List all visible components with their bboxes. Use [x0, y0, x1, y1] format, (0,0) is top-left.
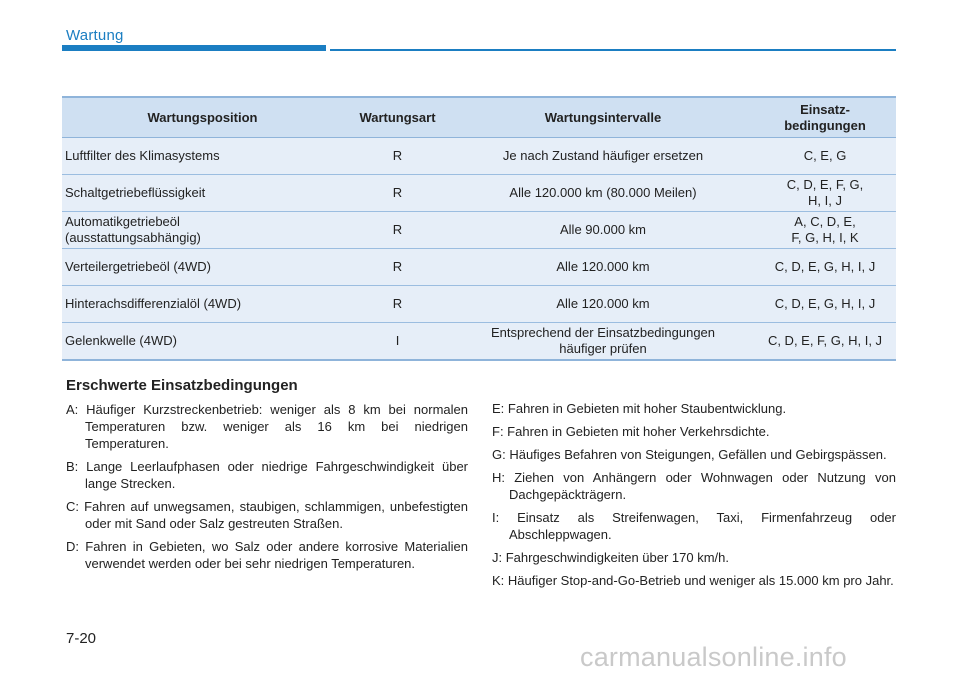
cell-interval: Je nach Zustand häufiger ersetzen: [452, 138, 754, 175]
cell-type: I: [343, 323, 452, 361]
cell-conditions: C, D, E, G, H, I, J: [754, 286, 896, 323]
column-header-position: Wartungsposition: [62, 97, 343, 138]
condition-item-j: J: Fahrgeschwindigkeiten über 170 km/h.: [492, 550, 730, 565]
cell-position: Automatikgetriebeöl (ausstattungsabhängig): [62, 212, 343, 249]
header-rule: [330, 49, 896, 51]
cell-interval: Alle 120.000 km: [452, 286, 754, 323]
cell-interval: Entsprechend der Einsatzbedingungen häufiger prüfen: [452, 323, 754, 361]
condition-item-h: H: Ziehen von Anhängern oder Wohnwagen oder Nutzung von Dachgepäckträgern.: [492, 470, 896, 502]
condition-item-d: D: Fahren in Gebieten, wo Salz oder andere korrosive Materialien verwendet werden oder bei sehr niedrigen Temperaturen.: [66, 539, 468, 571]
column-header-conditions: Einsatz- bedingungen: [754, 97, 896, 138]
cell-position: Verteilergetriebeöl (4WD): [62, 249, 343, 286]
condition-item-c: C: Fahren auf unwegsamen, staubigen, schlammigen, unbefestigten oder mit Sand oder Salz gestreuten Straßen.: [66, 499, 468, 531]
cell-type: R: [343, 175, 452, 212]
cell-type: R: [343, 286, 452, 323]
table-row: [62, 323, 896, 361]
maintenance-table: [62, 96, 896, 361]
table-row: [62, 286, 896, 323]
cell-position: Gelenkwelle (4WD): [62, 323, 343, 361]
cell-conditions: A, C, D, E, F, G, H, I, K: [754, 212, 896, 249]
condition-item-k: K: Häufiger Stop-and-Go-Betrieb und weniger als 15.000 km pro Jahr.: [492, 573, 894, 588]
cell-type: R: [343, 138, 452, 175]
column-header-interval: Wartungsintervalle: [452, 97, 754, 138]
cell-conditions: C, D, E, F, G, H, I, J: [754, 175, 896, 212]
conditions-right-column: [492, 400, 896, 595]
table-row: [62, 138, 896, 175]
conditions-left-column: [66, 401, 468, 578]
condition-item-i: I: Einsatz als Streifenwagen, Taxi, Firmenfahrzeug oder Abschleppwagen.: [492, 510, 896, 542]
cell-interval: Alle 90.000 km: [452, 212, 754, 249]
condition-item-e: E: Fahren in Gebieten mit hoher Staubentwicklung.: [492, 401, 787, 416]
condition-item-a: A: Häufiger Kurzstreckenbetrieb: weniger als 8 km bei normalen Temperaturen bzw. weniger als 16 km bei niedrigen Temperaturen.: [66, 402, 468, 451]
cell-conditions: C, D, E, F, G, H, I, J: [754, 323, 896, 361]
conditions-heading: Erschwerte Einsatzbedingungen: [66, 377, 298, 394]
cell-type: R: [343, 212, 452, 249]
column-header-type: Wartungsart: [343, 97, 452, 138]
table-row: [62, 212, 896, 249]
cell-position: Hinterachsdifferenzialöl (4WD): [62, 286, 343, 323]
cell-interval: Alle 120.000 km (80.000 Meilen): [452, 175, 754, 212]
section-title: Wartung: [66, 27, 124, 44]
cell-conditions: C, D, E, G, H, I, J: [754, 249, 896, 286]
condition-item-b: B: Lange Leerlaufphasen oder niedrige Fahrgeschwindigkeit über lange Strecken.: [66, 459, 468, 491]
cell-type: R: [343, 249, 452, 286]
condition-item-f: F: Fahren in Gebieten mit hoher Verkehrsdichte.: [492, 424, 770, 439]
watermark: carmanualsonline.info: [580, 642, 847, 672]
table-row: [62, 249, 896, 286]
cell-position: Luftfilter des Klimasystems: [62, 138, 343, 175]
condition-item-g: G: Häufiges Befahren von Steigungen, Gefällen und Gebirgspässen.: [492, 447, 887, 462]
table-row: [62, 175, 896, 212]
page-number: 7-20: [66, 630, 97, 647]
cell-position: Schaltgetriebeflüssigkeit: [62, 175, 343, 212]
header-accent-bar: [62, 45, 326, 51]
cell-interval: Alle 120.000 km: [452, 249, 754, 286]
table-header-row: [62, 97, 896, 138]
cell-conditions: C, E, G: [754, 138, 896, 175]
